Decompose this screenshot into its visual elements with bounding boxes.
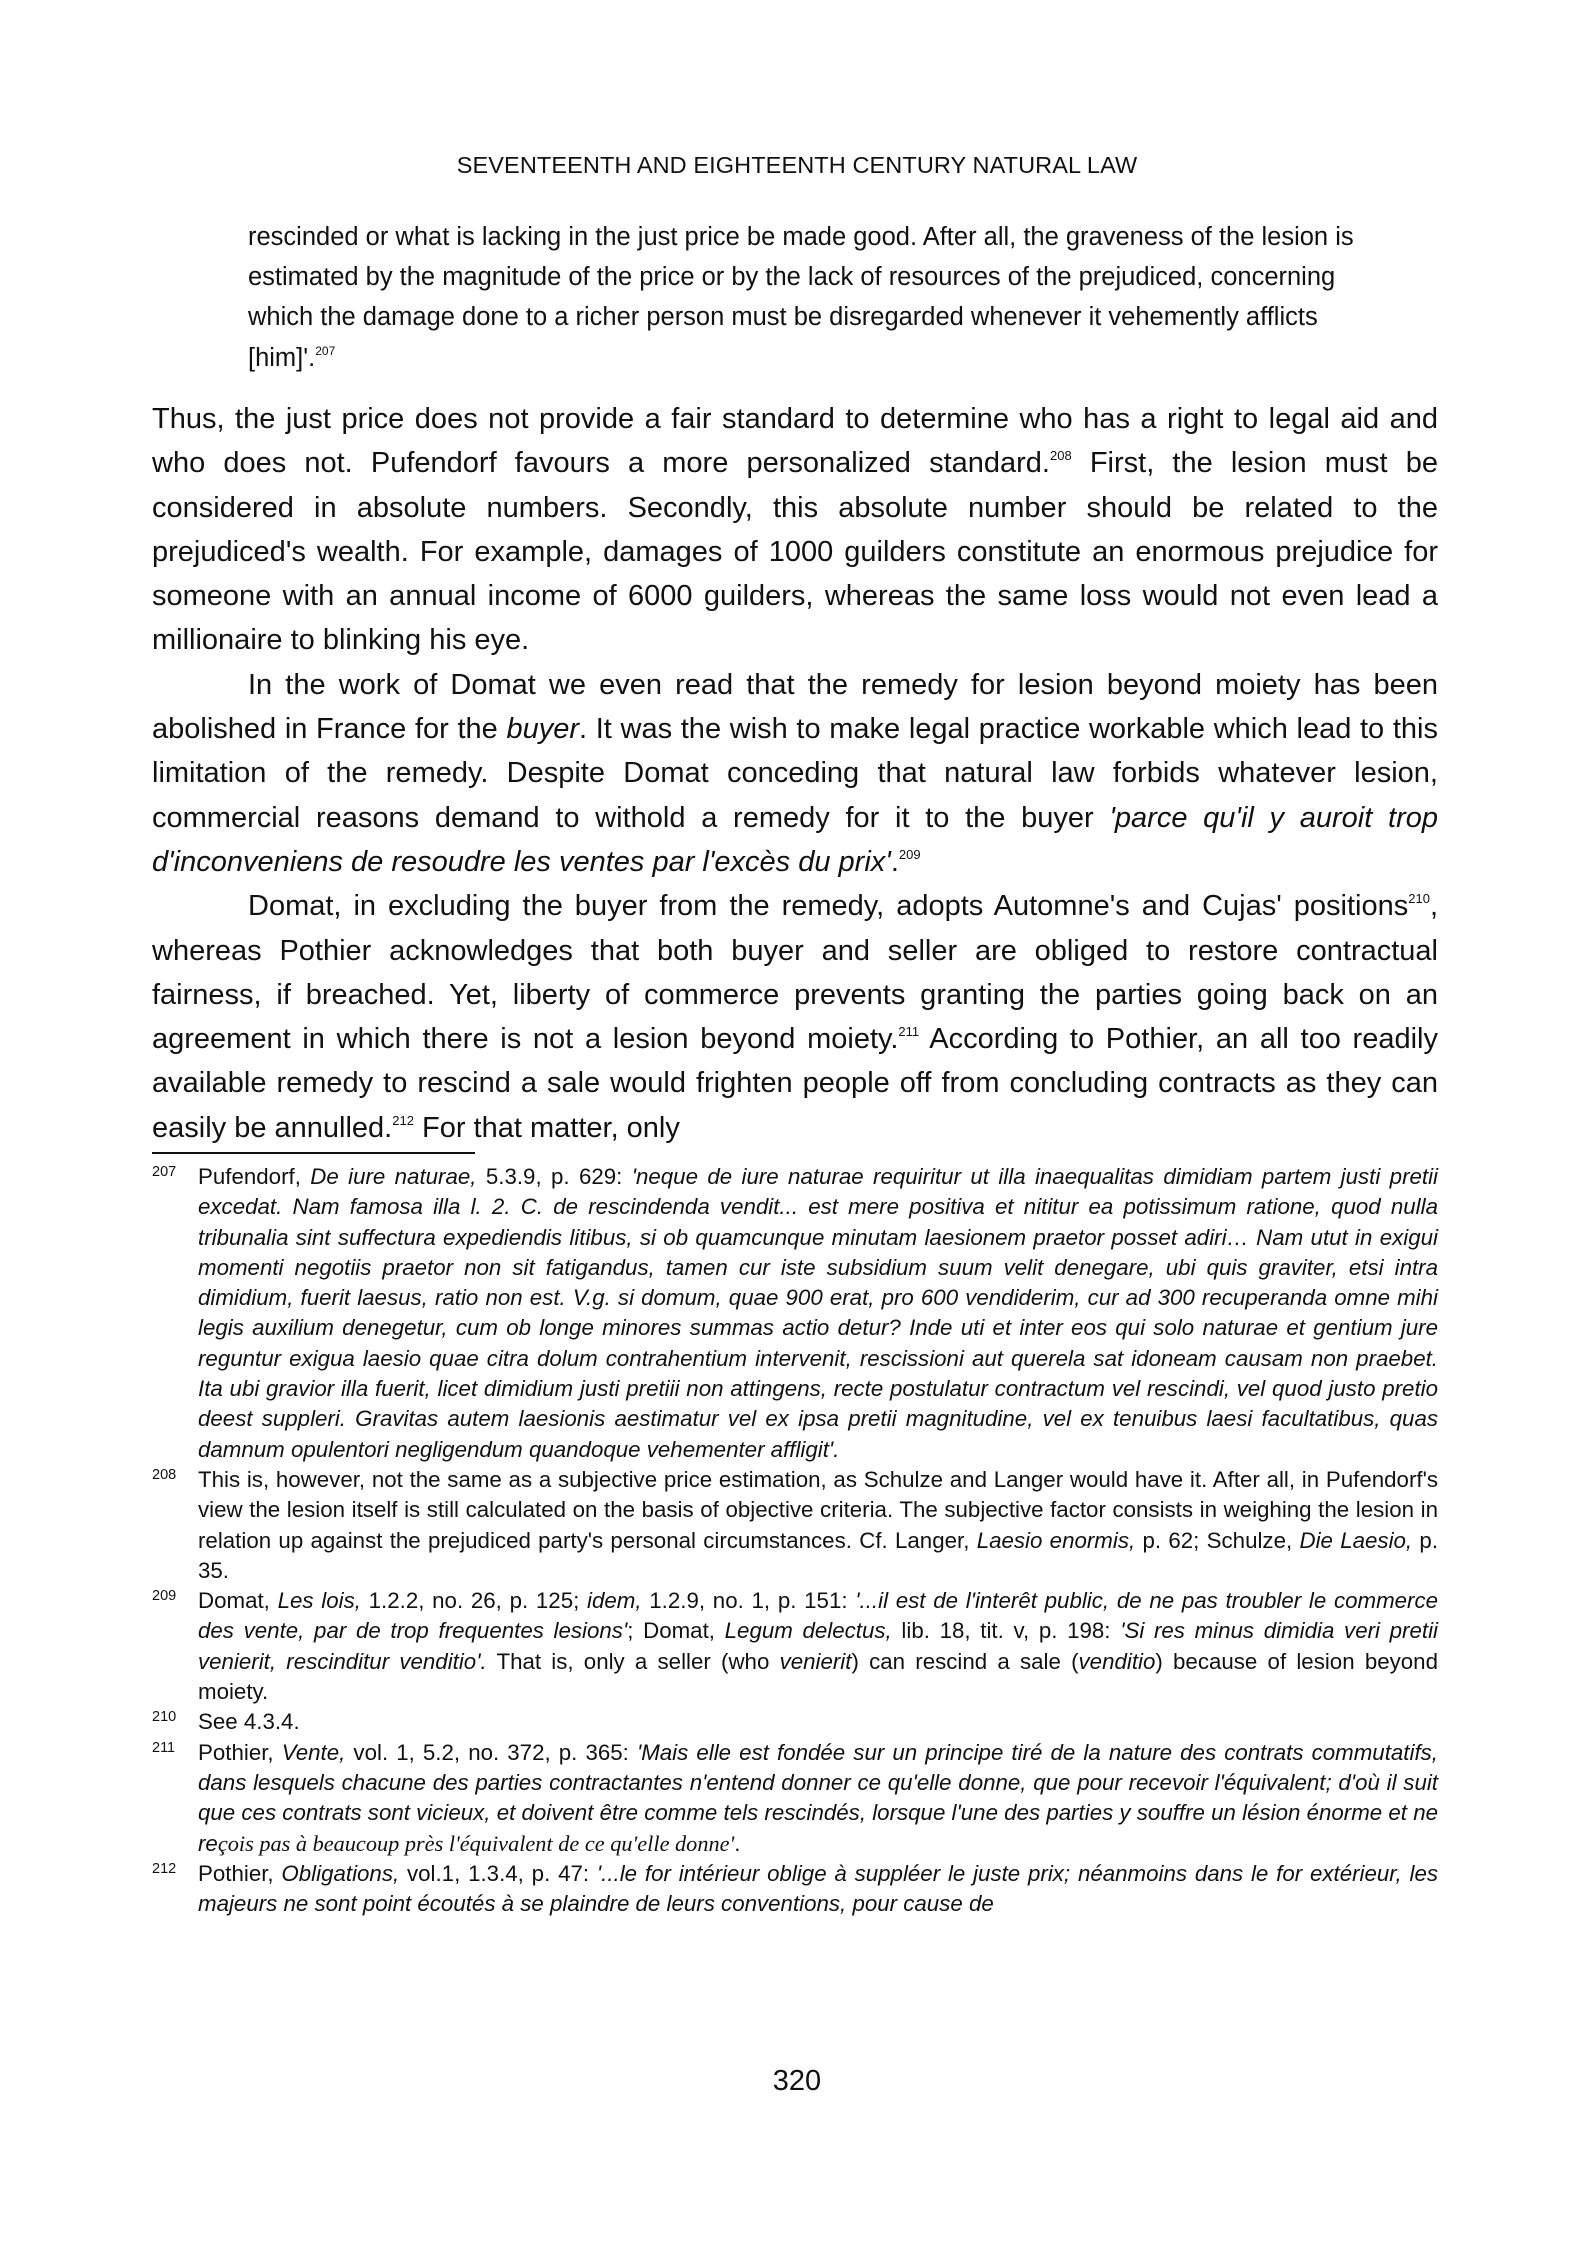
footnote-number: 207 <box>152 1164 177 1180</box>
text-run: 1.2.9, no. 1, p. 151: <box>641 1588 856 1614</box>
italic-text: 'neque de iure naturae requiritur ut illa inaequalitas dimidiam partem justi pretii excedat. Nam famosa illa l. 2. C. de rescindenda vendit... est mere positiva et nititur ea potissimum ratione, quod nulla tribunalia sint suffectura expediendis litibus, si ob quamcunque minutam laesionem praetor posset adiri… Nam utut in exigui momenti negotiis praetor non sit fatigandus, tamen cur iste subsidium suum velit denegare, ubi quis graviter, etsi intra dimidium, fuerit laesus, ratio non est. V.g. si domum, quae 900 erat, pro 600 vendiderim, cur ad 300 recuperanda omne mihi legis auxilium denegetur, cum ob longe minores summas actio detur? Inde uti et inter eos qui solo naturae et gentium jure reguntur exigua laesio quae citra dolum contrahentium intervenit, rescissioni aut querela sat idoneam causam non praebet. Ita ubi gravior illa fuerit, licet dimidium justi pretiii non attingens, recte postulatur contractum vel rescindi, vel quod justo pretio deest suppleri. Gravitas autem laesionis aestimatur vel ex ipsa pretii magnitudine, vel ex tenuibus laesi facultatibus, quas damnum opulentori negligendum quandoque vehementer affligit'. <box>198 1164 1438 1462</box>
footnote <box>152 1738 1438 1859</box>
footnote <box>152 1707 1438 1737</box>
italic-text: Obligations, <box>281 1860 400 1886</box>
italic-text: Vente, <box>281 1739 346 1765</box>
text-run: . <box>890 845 899 878</box>
italic-text: idem, <box>587 1588 642 1614</box>
footnote-text <box>198 1859 1438 1920</box>
text-run: That is, only a seller (who <box>486 1648 780 1674</box>
footnote-text <box>198 1586 1438 1707</box>
text-run: vol.1, 1.3.4, p. 47: <box>399 1860 597 1886</box>
text-run: Pothier, <box>198 1860 282 1886</box>
text-run: p. 62; Schulze, <box>1135 1527 1300 1553</box>
footnote-number: 208 <box>152 1466 177 1483</box>
text-run: For that matter, only <box>413 1111 680 1144</box>
text-run: This is, however, not the same as a subjective price estimation, as Schulze and Langer would have it. After all, in Pufendorf's view the lesion itself is still calculated on the basis of objective criteria. The subjective factor consists in weighing the lesion in relation up against the prejudiced party's personal circumstances. Cf. Langer, <box>198 1466 1438 1553</box>
paragraph <box>152 884 1438 1150</box>
text-run: ; Domat, <box>627 1618 725 1644</box>
text-run: 1.2.2, no. 26, p. 125; <box>360 1588 588 1614</box>
footnote-text <box>198 1707 1438 1737</box>
footnote-ref[interactable]: 212 <box>392 1112 414 1128</box>
text-run: In the work of Domat we even read that the remedy for lesion beyond moiety has been abolished in France for the <box>152 668 1438 746</box>
footnote-ref[interactable]: 211 <box>898 1024 920 1040</box>
text-run: First, the lesion must be considered in absolute numbers. Secondly, this absolute number should be related to the prejudiced's wealth. For example, damages of 1000 guilders constitute an enormous prejudice for someone with an annual income of 6000 guilders, whereas the same loss would not even lead a millionaire to blinking his eye. <box>152 447 1438 657</box>
footnote <box>152 1859 1438 1920</box>
footnote <box>152 1465 1438 1586</box>
paragraph <box>152 397 1438 663</box>
footnote-ref[interactable]: 208 <box>1049 448 1072 464</box>
footnote-number: 210 <box>152 1709 177 1726</box>
footnotes <box>152 1162 1438 1919</box>
footnote <box>152 1162 1438 1465</box>
text-run: . <box>734 1830 741 1856</box>
footnote <box>152 1586 1438 1707</box>
footnote-number: 209 <box>152 1588 177 1605</box>
footnote-number: 212 <box>152 1860 177 1877</box>
footnote-ref[interactable]: 207 <box>315 343 336 358</box>
italic-text: venierit <box>779 1648 852 1674</box>
italic-text: 'parce qu'il y auroit trop d'inconveniens de resoudre les ventes par l'excès du prix' <box>152 801 1438 878</box>
italic-text: çois pas à beaucoup près l'équivalent de ce qu'elle donne' <box>217 1830 735 1856</box>
text-run: , whereas Pothier acknowledges that both buyer and seller are obliged to restore contractual fairness, if breached. Yet, liberty of commerce prevents granting the parties going back on an agreement in which there is not a lesion beyond moiety. <box>152 890 1438 1056</box>
footnote-divider <box>152 1152 475 1154</box>
italic-text: 'Si res minus dimidia veri pretii venierit, rescinditur venditio'. <box>198 1618 1438 1674</box>
text-run: lib. 18, tit. v, p. 198: <box>891 1618 1121 1644</box>
block-quote-text: rescinded or what is lacking in the just price be made good. After all, the graveness of the lesion is estimated by the magnitude of the price or by the lack of resources of the prejudiced, concerning which the damage done to a richer person must be disregarded whenever it vehemently afflicts [him]'. <box>248 223 1354 372</box>
text-run: p. 35. <box>198 1527 1439 1583</box>
text-run: ) can rescind a sale ( <box>851 1648 1079 1674</box>
footnote-ref[interactable]: 210 <box>1408 891 1430 907</box>
body-text <box>152 397 1438 1150</box>
text-run: Domat, <box>198 1588 278 1614</box>
italic-text: Legum delectus, <box>724 1618 892 1644</box>
italic-text: Die Laesio, <box>1299 1527 1413 1553</box>
text-run: Pufendorf, <box>198 1164 311 1189</box>
italic-text: Laesio enormis, <box>976 1527 1136 1553</box>
italic-text: Les lois, <box>277 1588 361 1614</box>
italic-text: 'Mais elle est fondée sur un principe tiré de la nature des contrats commutatifs, dans lesquels chacune des parties contractantes n'entend donner ce qu'elle donne, que pour recevoir l'équivalent; d'où il suit que ces contrats sont vicieux, et doivent être comme tels rescindés, lorsque l'une des parties y souffre un lésion énorme et ne re <box>198 1739 1438 1856</box>
text-run: Thus, the just price does not provide a fair standard to determine who has a right to legal aid and who does not. Pufendorf favours a more personalized standard. <box>152 403 1438 480</box>
italic-text: De iure naturae, <box>310 1164 477 1189</box>
page-number: 320 <box>772 2065 822 2097</box>
block-quote <box>248 217 1382 378</box>
text-run: . It was the wish to make legal practice workable which lead to this limitation of the remedy. Despite Domat conceding that natural law forbids whatever lesion, commercial reasons demand to withold a remedy for it to the buyer <box>152 713 1438 834</box>
italic-text: venditio <box>1078 1648 1156 1674</box>
text-run: ) because of lesion beyond moiety. <box>198 1648 1438 1705</box>
running-header: SEVENTEENTH AND EIGHTEENTH CENTURY NATURAL LAW <box>456 152 1138 178</box>
text-run: 5.3.9, p. 629: <box>476 1164 632 1189</box>
text-run: vol. 1, 5.2, no. 372, p. 365: <box>345 1739 637 1765</box>
italic-text: buyer <box>506 713 580 746</box>
text-run: According to Pothier, an all too readily available remedy to rescind a sale would frighten people off from concluding contracts as they can easily be annulled. <box>152 1023 1438 1144</box>
text-run: Pothier, <box>198 1739 282 1765</box>
footnote-ref[interactable]: 209 <box>898 846 921 862</box>
italic-text: '...le for intérieur oblige à suppléer le juste prix; néanmoins dans le for extérieur, les majeurs ne sont point écoutés à se plaindre de leurs conventions, pour cause de <box>198 1860 1438 1917</box>
text-run: See 4.3.4. <box>198 1709 300 1735</box>
footnote-text <box>198 1465 1438 1586</box>
paragraph <box>152 663 1438 884</box>
footnote-text <box>198 1162 1438 1465</box>
italic-text: '...il est de l'interêt public, de ne pas troubler le commerce des vente, par de trop frequentes lesions' <box>198 1588 1439 1644</box>
text-run: Domat, in excluding the buyer from the remedy, adopts Automne's and Cujas' positions <box>248 890 1409 923</box>
footnote-text <box>198 1738 1438 1859</box>
footnote-number: 211 <box>152 1739 176 1756</box>
